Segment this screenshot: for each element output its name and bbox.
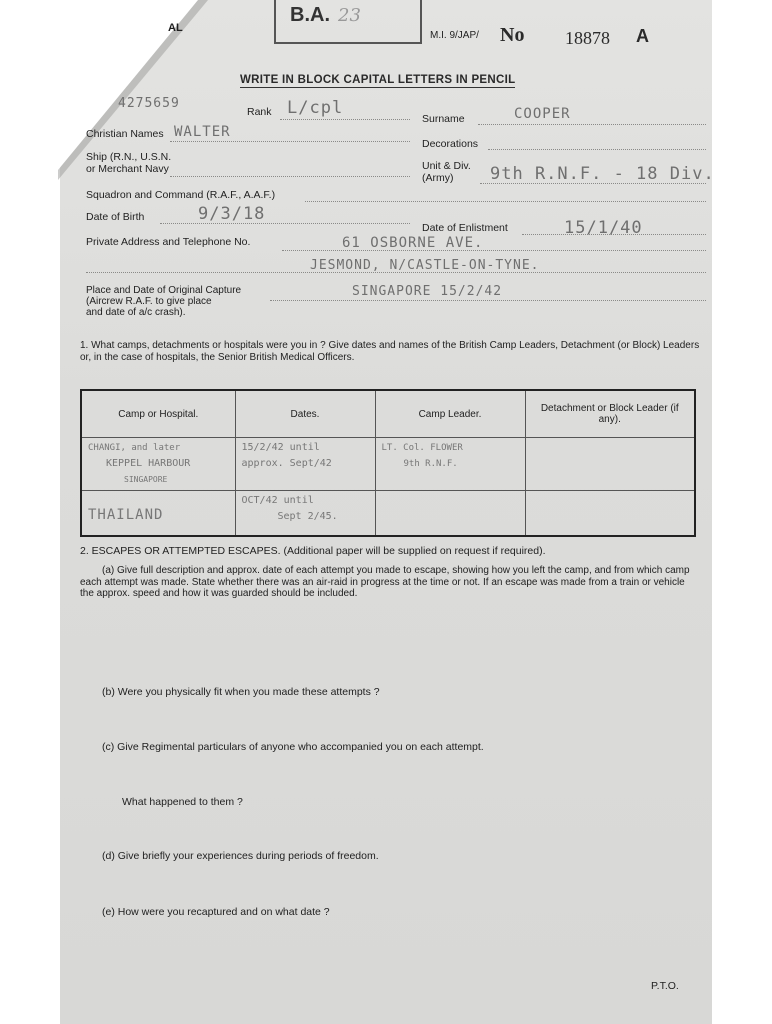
cell-camp: THAILAND [81, 491, 235, 537]
ship-label: Ship (R.N., U.S.N. or Merchant Navy [86, 151, 172, 175]
dob-value: 9/3/18 [198, 204, 266, 224]
table-row [81, 491, 695, 537]
decorations-label: Decorations [422, 138, 479, 150]
pto-footer: P.T.O. [651, 980, 679, 992]
form-reference: M.I. 9/JAP/ [430, 30, 479, 41]
col-header-camp: Camp or Hospital. [81, 390, 235, 438]
capture-label: Place and Date of Original Capture (Aircrew R.A.F. to give place and date of a/c crash). [86, 285, 242, 318]
stamp-text: B.A. [290, 4, 330, 26]
question-1: 1. What camps, detachments or hospitals were you in ? Give dates and names of the British Camp Leaders, Detachment (or Block) Leaders or, in the case of hospitals, the Senior British Medical Officers. [80, 340, 700, 363]
surname-value: COOPER [514, 106, 571, 122]
cell-detachment [525, 491, 695, 537]
section-2c: (c) Give Regimental particulars of anyone who accompanied you on each attempt. [102, 741, 484, 753]
enlistment-label: Date of Enlistment [422, 222, 508, 234]
squadron-label: Squadron and Command (R.A.F., A.A.F.) [86, 189, 276, 201]
corner-text: AL [168, 22, 183, 34]
capture-value: SINGAPORE 15/2/42 [352, 284, 503, 299]
unit-value: 9th R.N.F. - 18 Div. [490, 164, 715, 184]
enlistment-value: 15/1/40 [564, 218, 643, 238]
col-header-leader: Camp Leader. [375, 390, 525, 438]
section-2d: (d) Give briefly your experiences during periods of freedom. [102, 850, 379, 862]
section-2c-followup: What happened to them ? [122, 796, 243, 808]
cell-leader: LT. Col. FLOWER 9th R.N.F. [375, 438, 525, 491]
christian-names-value: WALTER [174, 124, 231, 140]
col-header-detachment: Detachment or Block Leader (if any). [525, 390, 695, 438]
ba-stamp [274, 0, 422, 44]
address-line-2: JESMOND, N/CASTLE-ON-TYNE. [310, 258, 540, 273]
form-suffix: A [636, 26, 649, 46]
address-label: Private Address and Telephone No. [86, 236, 251, 248]
unit-label: Unit & Div. (Army) [422, 160, 471, 184]
instruction-heading: WRITE IN BLOCK CAPITAL LETTERS IN PENCIL [240, 74, 516, 86]
cell-leader [375, 491, 525, 537]
service-number-value: 4275659 [118, 96, 180, 111]
address-line-1: 61 OSBORNE AVE. [342, 235, 484, 251]
rank-label: Rank [247, 106, 272, 118]
col-header-dates: Dates. [235, 390, 375, 438]
section-2e: (e) How were you recaptured and on what date ? [102, 906, 330, 918]
form-number: 18878 [565, 28, 610, 48]
surname-label: Surname [422, 113, 465, 125]
camps-table [80, 389, 696, 537]
section-2b: (b) Were you physically fit when you made these attempts ? [102, 686, 380, 698]
table-row [81, 438, 695, 491]
section-2-heading: 2. ESCAPES OR ATTEMPTED ESCAPES. (Additional paper will be supplied on request if required). [80, 545, 546, 557]
number-label: No [500, 24, 525, 46]
cell-dates: OCT/42 until Sept 2/45. [235, 491, 375, 537]
cell-detachment [525, 438, 695, 491]
section-2a: (a) Give full description and approx. date of each attempt you made to escape, showing how you left the camp, and from which camp each attempt was made. State whether there was an air-raid in progress at the time or not. If an escape was made from a train or vehicle the approx. speed and how it was guarded should be included. [80, 565, 690, 599]
dob-label: Date of Birth [86, 211, 145, 223]
rank-value: L/cpl [287, 98, 344, 118]
cell-dates: 15/2/42 until approx. Sept/42 [235, 438, 375, 491]
table-header-row [81, 390, 695, 438]
cell-camp: CHANGI, and later KEPPEL HARBOUR SINGAPORE [81, 438, 235, 491]
stamp-scrawl: 23 [338, 5, 361, 26]
christian-names-label: Christian Names [86, 128, 164, 140]
